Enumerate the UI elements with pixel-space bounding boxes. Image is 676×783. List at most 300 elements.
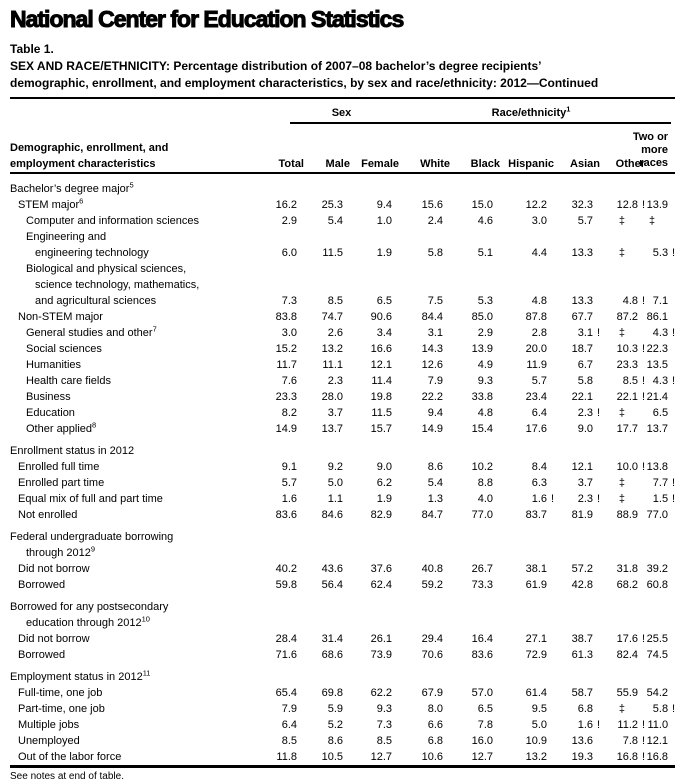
data-cell [399, 389, 450, 405]
value: 83.6 [275, 509, 297, 521]
data-cell [554, 421, 600, 437]
data-cell [450, 647, 500, 663]
label-row [10, 277, 675, 293]
interpret-with-caution-flag: ! [672, 703, 676, 715]
value: 14.9 [421, 423, 444, 435]
data-cell [554, 631, 600, 647]
data-cell [600, 459, 645, 475]
value: 68.2 [616, 579, 639, 591]
value: 5.8 [427, 247, 444, 259]
data-cell [304, 491, 350, 507]
data-cell [554, 325, 600, 341]
data-cell [600, 405, 645, 421]
value: 83.6 [471, 649, 494, 661]
data-cell [240, 389, 304, 405]
value: 1.0 [376, 215, 393, 227]
interpret-with-caution-flag: ! [641, 343, 646, 355]
row-label: Other applied$^8$ [26, 420, 97, 435]
table-row [10, 561, 675, 577]
value: 2.9 [281, 215, 297, 227]
table-row [10, 325, 675, 341]
value: 1.1 [327, 493, 343, 505]
value: 28.4 [275, 633, 297, 645]
suppressed-value: ‡ [618, 247, 626, 259]
data-cell [645, 685, 675, 701]
value: 68.6 [321, 649, 343, 661]
data-cell [554, 475, 600, 491]
group-header-race [399, 98, 675, 124]
row-label: Humanities [26, 359, 82, 371]
data-cell [350, 685, 399, 701]
data-cell [240, 325, 304, 341]
data-cell [350, 373, 399, 389]
data-cell [554, 293, 600, 309]
value: 14.9 [275, 423, 297, 435]
value: 2.3 [577, 407, 594, 419]
data-cell [350, 357, 399, 373]
data-cell [240, 733, 304, 749]
data-cell [645, 561, 675, 577]
data-cell [450, 561, 500, 577]
row-label: Enrolled full time [18, 461, 100, 473]
value: 21.4 [646, 391, 669, 403]
data-cell [240, 293, 304, 309]
data-cell [450, 733, 500, 749]
suppressed-value: ‡ [618, 477, 626, 489]
value: 59.8 [275, 579, 297, 591]
data-cell [554, 459, 600, 475]
data-cell [645, 293, 675, 309]
data-cell [500, 561, 554, 577]
footnote-ref: 5 [129, 180, 134, 190]
data-cell [399, 577, 450, 593]
value: 13.3 [571, 247, 594, 259]
data-cell [304, 373, 350, 389]
data-cell [450, 717, 500, 733]
value: 11.0 [647, 719, 669, 731]
data-cell [500, 245, 554, 261]
value: 14.3 [421, 343, 444, 355]
data-cell [399, 475, 450, 491]
value: 9.0 [577, 423, 594, 435]
value: 1.6 [531, 493, 548, 505]
value: 83.8 [275, 311, 297, 323]
value: 42.8 [571, 579, 594, 591]
data-cell [304, 357, 350, 373]
value: 3.0 [281, 327, 297, 339]
value: 12.7 [370, 751, 393, 763]
data-cell [399, 197, 450, 213]
col-header-white: White [399, 124, 450, 173]
value: 1.6 [281, 493, 297, 505]
row-label: Borrowed for any postsecondary [10, 601, 169, 613]
row-label: Social sciences [26, 343, 102, 355]
data-cell [350, 561, 399, 577]
row-label: science technology, mathematics, [35, 279, 200, 291]
table-row [10, 577, 675, 593]
data-cell [399, 309, 450, 325]
data-cell [350, 701, 399, 717]
data-cell [600, 717, 645, 733]
table-row [10, 749, 675, 767]
data-cell [304, 213, 350, 229]
col-header-asian: Asian [554, 124, 600, 173]
value: 4.4 [531, 247, 548, 259]
value: 61.4 [525, 687, 548, 699]
value: 15.4 [471, 423, 494, 435]
row-label: Federal undergraduate borrowing [10, 531, 174, 543]
data-cell [500, 491, 554, 507]
row-label: Equal mix of full and part time [18, 493, 163, 505]
value: 5.8 [577, 375, 594, 387]
data-cell [240, 421, 304, 437]
value: 28.0 [321, 391, 343, 403]
value: 4.8 [622, 295, 639, 307]
table-row [10, 213, 675, 229]
suppressed-value: ‡ [618, 703, 626, 715]
value: 22.3 [646, 343, 669, 355]
interpret-with-caution-flag: ! [596, 719, 601, 731]
value: 6.4 [281, 719, 297, 731]
value: 25.3 [321, 199, 343, 211]
value: 15.2 [275, 343, 297, 355]
interpret-with-caution-flag: ! [672, 327, 676, 339]
value: 8.5 [327, 295, 343, 307]
value: 25.5 [646, 633, 669, 645]
table-row [10, 475, 675, 491]
footnote-ref: 7 [152, 324, 157, 334]
data-cell [350, 491, 399, 507]
value: 33.8 [471, 391, 494, 403]
data-cell [450, 325, 500, 341]
table-row [10, 647, 675, 663]
data-cell [600, 685, 645, 701]
data-cell [554, 491, 600, 507]
value: 70.6 [421, 649, 444, 661]
value: 6.5 [477, 703, 494, 715]
value: 13.2 [321, 343, 343, 355]
value: 6.3 [531, 477, 548, 489]
value: 6.8 [427, 735, 444, 747]
data-cell [240, 491, 304, 507]
value: 10.9 [525, 735, 548, 747]
data-cell [350, 325, 399, 341]
data-cell [240, 631, 304, 647]
data-cell [600, 577, 645, 593]
value: 11.9 [526, 359, 548, 371]
row-label: Borrowed [18, 579, 66, 591]
value: 9.3 [376, 703, 393, 715]
value: 29.4 [421, 633, 444, 645]
data-cell [450, 749, 500, 767]
data-cell [600, 357, 645, 373]
data-cell [450, 507, 500, 523]
data-cell [600, 245, 645, 261]
value: 57.0 [471, 687, 494, 699]
suppressed-value: ‡ [618, 407, 626, 419]
value: 55.9 [616, 687, 639, 699]
data-cell [350, 309, 399, 325]
value: 56.4 [321, 579, 343, 591]
data-cell [399, 357, 450, 373]
value: 83.7 [525, 509, 548, 521]
value: 4.3 [652, 375, 669, 387]
value: 88.9 [616, 509, 639, 521]
data-cell [554, 647, 600, 663]
value: 13.7 [646, 423, 669, 435]
data-cell [600, 421, 645, 437]
value: 17.7 [616, 423, 639, 435]
footnote-ref: 8 [92, 420, 97, 430]
value: 7.1 [652, 295, 669, 307]
value: 5.4 [427, 477, 444, 489]
value: 8.6 [427, 461, 444, 473]
data-cell [240, 701, 304, 717]
value: 4.8 [531, 295, 548, 307]
footnote-ref: 11 [142, 668, 151, 678]
data-cell [500, 647, 554, 663]
data-cell [600, 389, 645, 405]
value: 16.6 [370, 343, 393, 355]
value: 6.2 [376, 477, 393, 489]
data-cell [645, 325, 675, 341]
section-row [10, 599, 675, 615]
interpret-with-caution-flag: ! [550, 493, 555, 505]
value: 19.3 [571, 751, 594, 763]
data-cell [645, 577, 675, 593]
data-cell [500, 341, 554, 357]
row-label: Biological and physical sciences, [26, 263, 187, 275]
row-label: Did not borrow [18, 563, 90, 575]
data-cell [450, 373, 500, 389]
value: 26.1 [370, 633, 393, 645]
data-cell [304, 631, 350, 647]
table-row [10, 631, 675, 647]
data-cell [600, 325, 645, 341]
table-row [10, 685, 675, 701]
row-label: Did not borrow [18, 633, 90, 645]
data-cell [500, 631, 554, 647]
value: 43.6 [321, 563, 343, 575]
value: 87.8 [525, 311, 548, 323]
label-row [10, 229, 675, 245]
row-label: STEM major$^6$ [18, 196, 84, 211]
data-cell [240, 577, 304, 593]
data-cell [399, 749, 450, 767]
footnote-ref: 6 [79, 196, 84, 206]
data-cell [450, 421, 500, 437]
value: 72.9 [525, 649, 548, 661]
value: 82.9 [370, 509, 393, 521]
data-cell [450, 357, 500, 373]
value: 2.8 [531, 327, 548, 339]
data-cell [645, 475, 675, 491]
data-cell [645, 749, 675, 767]
data-cell [240, 647, 304, 663]
section-row [10, 529, 675, 545]
value: 38.1 [525, 563, 548, 575]
data-cell [304, 733, 350, 749]
value: 7.9 [427, 375, 444, 387]
value: 7.9 [281, 703, 297, 715]
value: 62.2 [370, 687, 393, 699]
value: 12.6 [421, 359, 444, 371]
data-cell [554, 341, 600, 357]
data-cell [500, 733, 554, 749]
stub-head-line-1: Demographic, enrollment, and [10, 142, 169, 154]
data-cell [500, 717, 554, 733]
value: 1.9 [376, 493, 393, 505]
data-cell [240, 561, 304, 577]
data-cell [500, 459, 554, 475]
value: 9.4 [376, 199, 393, 211]
table-row [10, 405, 675, 421]
race-group-text: Race/ethnicity [491, 107, 567, 119]
row-label: Part-time, one job [18, 703, 105, 715]
row-label: Employment status in 2012$^{11}$ [10, 668, 151, 683]
data-cell [500, 197, 554, 213]
table-row [10, 373, 675, 389]
value: 2.4 [427, 215, 444, 227]
data-cell [600, 507, 645, 523]
data-cell [450, 245, 500, 261]
value: 9.1 [281, 461, 297, 473]
data-cell [240, 309, 304, 325]
value: 38.7 [571, 633, 594, 645]
value: 81.9 [571, 509, 594, 521]
data-cell [645, 631, 675, 647]
data-cell [350, 717, 399, 733]
data-cell [399, 325, 450, 341]
table-footnote: See notes at end of table. [10, 771, 124, 782]
value: 7.8 [622, 735, 639, 747]
data-cell [399, 561, 450, 577]
label-row [10, 615, 675, 631]
value: 26.7 [471, 563, 494, 575]
data-cell [304, 245, 350, 261]
data-cell [304, 475, 350, 491]
footnote-ref: 10 [141, 614, 150, 624]
stats-table [10, 97, 675, 768]
data-cell [304, 197, 350, 213]
interpret-with-caution-flag: ! [641, 295, 646, 307]
data-cell [304, 309, 350, 325]
value: 67.9 [421, 687, 444, 699]
data-cell [350, 749, 399, 767]
race-group-label [391, 102, 671, 124]
value: 2.3 [327, 375, 343, 387]
value: 61.9 [525, 579, 548, 591]
data-cell [450, 341, 500, 357]
section-row [10, 173, 675, 197]
data-cell [304, 507, 350, 523]
data-cell [554, 717, 600, 733]
table-row [10, 733, 675, 749]
table-label: Table 1. [10, 42, 54, 56]
value: 8.2 [281, 407, 297, 419]
data-cell [304, 421, 350, 437]
data-cell [399, 685, 450, 701]
value: 40.8 [421, 563, 444, 575]
data-cell [500, 421, 554, 437]
data-cell [500, 405, 554, 421]
value: 73.9 [370, 649, 393, 661]
value: 5.0 [531, 719, 548, 731]
value: 13.5 [646, 359, 669, 371]
data-cell [645, 701, 675, 717]
data-cell [500, 577, 554, 593]
data-cell [450, 389, 500, 405]
row-label: Health care fields [26, 375, 111, 387]
value: 13.7 [321, 423, 343, 435]
value: 3.7 [577, 477, 594, 489]
stub-head [10, 124, 240, 173]
col-header-male: Male [304, 124, 350, 173]
value: 7.7 [652, 477, 669, 489]
value: 1.5 [652, 493, 669, 505]
row-label: Borrowed [18, 649, 66, 661]
table-row [10, 389, 675, 405]
data-cell [399, 405, 450, 421]
row-label: Enrolled part time [18, 477, 105, 489]
value: 22.1 [571, 391, 594, 403]
value: 7.5 [427, 295, 444, 307]
data-cell [450, 197, 500, 213]
value: 58.7 [571, 687, 594, 699]
value: 5.9 [327, 703, 343, 715]
value: 5.7 [281, 477, 297, 489]
value: 65.4 [275, 687, 297, 699]
value: 20.0 [525, 343, 548, 355]
value: 86.1 [646, 311, 669, 323]
row-label: Engineering and [26, 231, 107, 243]
group-header-sex [304, 98, 399, 124]
data-cell [500, 685, 554, 701]
data-cell [240, 685, 304, 701]
value: 2.9 [477, 327, 494, 339]
value: 10.0 [616, 461, 639, 473]
footnote-ref: 9 [90, 544, 96, 554]
data-cell [645, 733, 675, 749]
data-cell [450, 405, 500, 421]
table-row [10, 701, 675, 717]
value: 10.3 [616, 343, 639, 355]
data-cell [240, 245, 304, 261]
data-cell [600, 293, 645, 309]
data-cell [240, 357, 304, 373]
row-label: Unemployed [18, 735, 80, 747]
data-cell [554, 245, 600, 261]
data-cell [600, 701, 645, 717]
value: 9.3 [477, 375, 494, 387]
data-cell [350, 213, 399, 229]
value: 67.7 [571, 311, 594, 323]
value: 18.7 [571, 343, 594, 355]
value: 5.3 [477, 295, 494, 307]
value: 4.0 [477, 493, 494, 505]
value: 2.6 [327, 327, 343, 339]
value: 74.7 [321, 311, 343, 323]
value: 57.2 [571, 563, 594, 575]
section-row [10, 443, 675, 459]
interpret-with-caution-flag: ! [672, 375, 676, 387]
table-row [10, 507, 675, 523]
table-title-line-2: demographic, enrollment, and employment characteristics, by sex and race/ethnicity: 2012—Continued [10, 76, 599, 90]
data-cell [600, 373, 645, 389]
value: 82.4 [616, 649, 639, 661]
row-label: Non-STEM major [18, 311, 103, 323]
value: 12.1 [646, 735, 669, 747]
